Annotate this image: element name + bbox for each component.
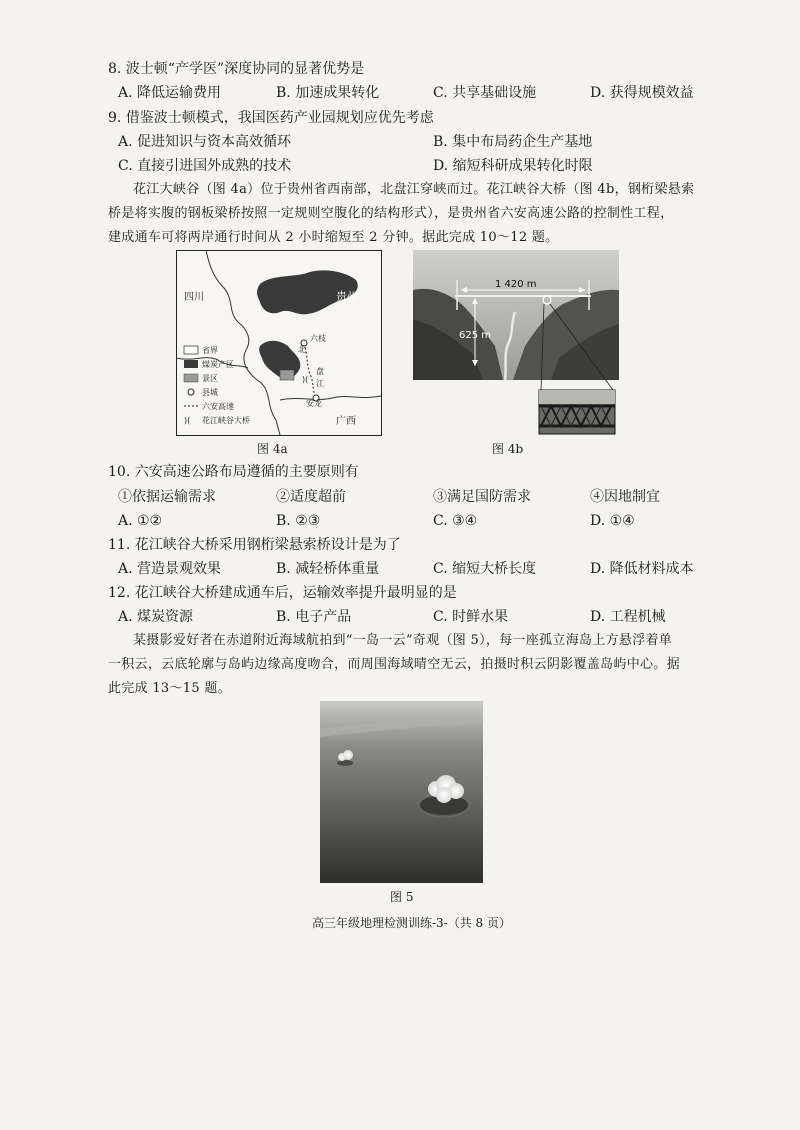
legend-coal: 煤炭产区 bbox=[202, 360, 234, 369]
q10-item-1: ①依据运输需求 bbox=[118, 489, 216, 505]
figure-4a-map bbox=[176, 250, 382, 436]
legend-scenic: 景区 bbox=[202, 374, 218, 383]
height-label: 625 m bbox=[459, 330, 492, 341]
q10-stem: 10. 六安高速公路布局遵循的主要原则有 bbox=[108, 464, 359, 480]
q8-stem: 8. 波士顿“产学医”深度协同的显著优势是 bbox=[108, 61, 365, 77]
q12-option-c: C. 时鲜水果 bbox=[433, 609, 509, 625]
q10-item-3: ③满足国防需求 bbox=[433, 489, 531, 505]
q12-stem: 12. 花江峡谷大桥建成通车后，运输效率提升最明显的是 bbox=[108, 585, 457, 601]
truss-inset bbox=[539, 390, 615, 434]
span-label: 1 420 m bbox=[495, 279, 537, 290]
passage1-line-3: 建成通车可将两岸通行时间从 2 小时缩短至 2 分钟。据此完成 10～12 题。 bbox=[108, 230, 559, 245]
q10-option-d: D. ①④ bbox=[590, 513, 635, 529]
scenic-area bbox=[280, 370, 294, 380]
label-guizhou: 贵州 bbox=[336, 290, 358, 303]
legend-swatch-boundary bbox=[184, 346, 198, 354]
passage1-line-1: 花江大峡谷（图 4a）位于贵州省西南部，北盘江穿峡而过。花江峡谷大桥（图 4b，钢桁梁悬索 bbox=[133, 182, 695, 197]
label-liuzhi: 六枝 bbox=[310, 334, 326, 343]
legend-bridge: 花江峡谷大桥 bbox=[202, 416, 250, 425]
q11-option-a: A. 营造景观效果 bbox=[118, 561, 222, 577]
page-footer: 高三年级地理检测训练-3-（共 8 页） bbox=[312, 916, 512, 930]
island-small bbox=[337, 760, 353, 766]
q10-option-c: C. ③④ bbox=[433, 513, 478, 529]
legend-county: 县城 bbox=[202, 388, 218, 397]
q8-option-d: D. 获得规模效益 bbox=[590, 85, 694, 101]
legend-swatch-county bbox=[188, 389, 194, 395]
q8-option-b: B. 加速成果转化 bbox=[276, 85, 380, 101]
q11-option-c: C. 缩短大桥长度 bbox=[433, 561, 537, 577]
passage2-line-2: 一积云，云底轮廓与岛屿边缘高度吻合，而周围海域晴空无云，拍摄时积云阴影覆盖岛屿中心。据 bbox=[108, 657, 680, 672]
passage1-line-2: 桥是将实腹的钢板梁桥按照一定规则空腹化的结构形式），是贵州省六安高速公路的控制性工程， bbox=[108, 206, 674, 221]
figure-5-photo bbox=[320, 701, 483, 883]
q9-stem: 9. 借鉴波士顿模式，我国医药产业园规划应优先考虑 bbox=[108, 110, 434, 126]
label-river-3: 江 bbox=[316, 379, 324, 388]
label-river-2: 盘 bbox=[316, 367, 324, 376]
figure-5-caption: 图 5 bbox=[390, 890, 414, 904]
label-guangxi: 广西 bbox=[336, 416, 356, 427]
legend-swatch-coal bbox=[184, 360, 198, 368]
legend-expressway: 六安高速 bbox=[202, 402, 234, 411]
q11-option-b: B. 减轻桥体重量 bbox=[276, 561, 380, 577]
q8-option-a: A. 降低运输费用 bbox=[118, 85, 222, 101]
passage2-line-1: 某摄影爱好者在赤道附近海域航拍到“一岛一云”奇观（图 5），每一座孤立海岛上方悬浮着单 bbox=[133, 633, 673, 648]
q9-option-b: B. 集中布局药企生产基地 bbox=[433, 134, 593, 150]
q12-option-a: A. 煤炭资源 bbox=[118, 609, 194, 625]
q12-option-b: B. 电子产品 bbox=[276, 609, 352, 625]
label-sichuan: 四川 bbox=[184, 292, 204, 303]
bridge-marker: )( bbox=[302, 375, 309, 384]
figure-4b-caption: 图 4b bbox=[492, 442, 524, 456]
figure-4a-caption: 图 4a bbox=[257, 442, 288, 456]
label-river-1: 北 bbox=[298, 345, 306, 354]
label-anlong: 安龙 bbox=[306, 399, 322, 408]
figure-4b-photo bbox=[413, 250, 619, 436]
q10-item-4: ④因地制宜 bbox=[590, 489, 660, 505]
q11-stem: 11. 花江峡谷大桥采用钢桁梁悬索桥设计是为了 bbox=[108, 537, 401, 553]
q9-option-a: A. 促进知识与资本高效循环 bbox=[118, 134, 292, 150]
q12-option-d: D. 工程机械 bbox=[590, 609, 666, 625]
legend-boundary: 省界 bbox=[202, 346, 218, 355]
q10-option-a: A. ①② bbox=[118, 513, 163, 529]
q11-option-d: D. 降低材料成本 bbox=[590, 561, 694, 577]
passage2-line-3: 此完成 13～15 题。 bbox=[108, 681, 231, 696]
q9-option-c: C. 直接引进国外成熟的技术 bbox=[118, 158, 292, 174]
q9-option-d: D. 缩短科研成果转化时限 bbox=[433, 158, 593, 174]
q8-option-c: C. 共享基础设施 bbox=[433, 85, 537, 101]
legend-swatch-scenic bbox=[184, 374, 198, 382]
q10-option-b: B. ②③ bbox=[276, 513, 321, 529]
legend-swatch-bridge: )( bbox=[184, 416, 191, 425]
q10-item-2: ②适度超前 bbox=[276, 489, 346, 505]
